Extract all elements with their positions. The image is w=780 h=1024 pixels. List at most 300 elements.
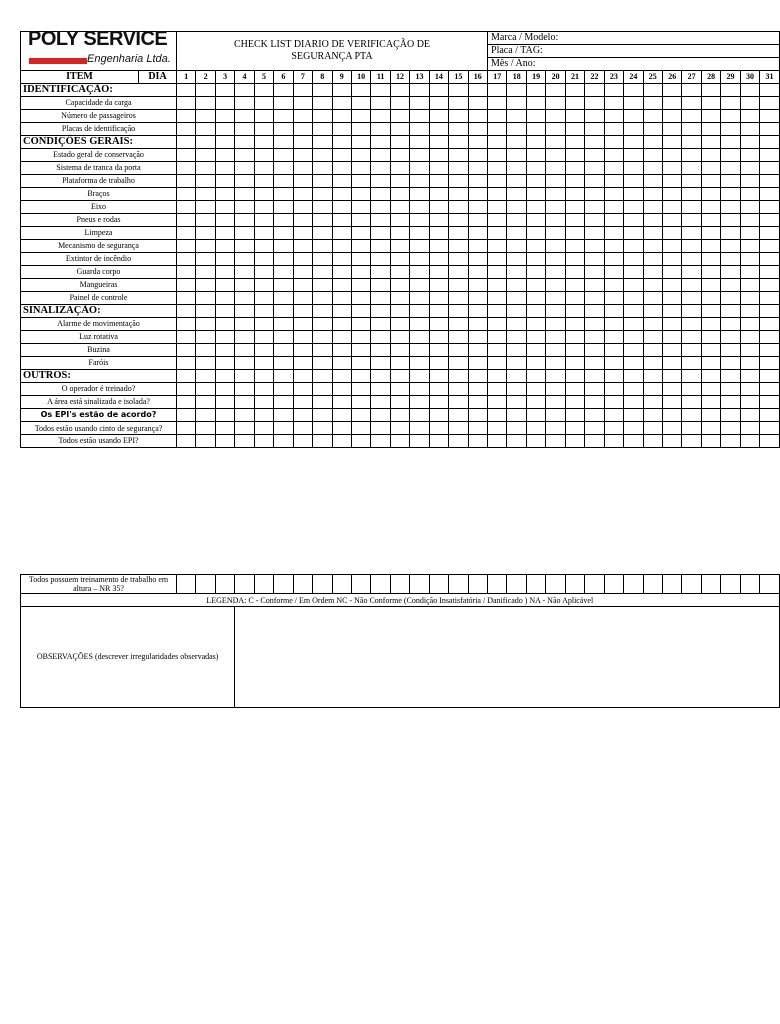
item-day-10-cell[interactable]: [351, 318, 370, 331]
item-day-2-cell[interactable]: [196, 344, 215, 357]
item-day-6-cell[interactable]: [274, 266, 293, 279]
section-day-15-cell[interactable]: [449, 136, 468, 149]
item-day-7-cell[interactable]: [293, 409, 312, 422]
item-day-29-cell[interactable]: [721, 162, 740, 175]
item-day-16-cell[interactable]: [468, 97, 487, 110]
item-day-6-cell[interactable]: [274, 318, 293, 331]
item-day-26-cell[interactable]: [662, 149, 681, 162]
section-day-20-cell[interactable]: [546, 136, 565, 149]
item-day-11-cell[interactable]: [371, 214, 390, 227]
section-day-11-cell[interactable]: [371, 305, 390, 318]
training-day-19-cell[interactable]: [526, 575, 545, 594]
item-day-12-cell[interactable]: [390, 331, 409, 344]
item-day-3-cell[interactable]: [215, 383, 234, 396]
training-day-3-cell[interactable]: [215, 575, 234, 594]
item-day-23-cell[interactable]: [604, 188, 623, 201]
item-day-9-cell[interactable]: [332, 357, 351, 370]
item-day-22-cell[interactable]: [585, 279, 604, 292]
item-day-10-cell[interactable]: [351, 188, 370, 201]
item-day-3-cell[interactable]: [215, 188, 234, 201]
item-day-6-cell[interactable]: [274, 188, 293, 201]
item-day-16-cell[interactable]: [468, 383, 487, 396]
section-day-22-cell[interactable]: [585, 84, 604, 97]
section-day-29-cell[interactable]: [721, 136, 740, 149]
item-day-20-cell[interactable]: [546, 162, 565, 175]
item-day-30-cell[interactable]: [740, 175, 759, 188]
section-day-30-cell[interactable]: [740, 84, 759, 97]
item-day-25-cell[interactable]: [643, 422, 662, 435]
item-day-10-cell[interactable]: [351, 253, 370, 266]
item-day-7-cell[interactable]: [293, 149, 312, 162]
item-day-6-cell[interactable]: [274, 422, 293, 435]
item-day-14-cell[interactable]: [429, 162, 448, 175]
section-day-3-cell[interactable]: [215, 370, 234, 383]
item-day-21-cell[interactable]: [565, 188, 584, 201]
observations-field[interactable]: [235, 607, 779, 708]
item-day-21-cell[interactable]: [565, 292, 584, 305]
item-day-6-cell[interactable]: [274, 253, 293, 266]
item-day-4-cell[interactable]: [235, 162, 254, 175]
item-day-20-cell[interactable]: [546, 331, 565, 344]
item-day-24-cell[interactable]: [624, 97, 643, 110]
item-day-5-cell[interactable]: [254, 409, 273, 422]
item-day-27-cell[interactable]: [682, 175, 701, 188]
item-day-24-cell[interactable]: [624, 292, 643, 305]
item-day-2-cell[interactable]: [196, 279, 215, 292]
item-day-24-cell[interactable]: [624, 318, 643, 331]
item-day-20-cell[interactable]: [546, 214, 565, 227]
item-day-14-cell[interactable]: [429, 331, 448, 344]
item-day-3-cell[interactable]: [215, 344, 234, 357]
section-day-15-cell[interactable]: [449, 84, 468, 97]
item-day-31-cell[interactable]: [760, 409, 780, 422]
item-day-17-cell[interactable]: [488, 383, 507, 396]
section-day-23-cell[interactable]: [604, 84, 623, 97]
item-day-4-cell[interactable]: [235, 344, 254, 357]
item-day-27-cell[interactable]: [682, 149, 701, 162]
item-day-7-cell[interactable]: [293, 266, 312, 279]
item-day-11-cell[interactable]: [371, 344, 390, 357]
item-day-28-cell[interactable]: [701, 149, 720, 162]
item-day-25-cell[interactable]: [643, 279, 662, 292]
item-day-31-cell[interactable]: [760, 422, 780, 435]
item-day-30-cell[interactable]: [740, 162, 759, 175]
item-day-30-cell[interactable]: [740, 266, 759, 279]
section-day-18-cell[interactable]: [507, 305, 526, 318]
item-day-6-cell[interactable]: [274, 214, 293, 227]
item-day-25-cell[interactable]: [643, 227, 662, 240]
item-day-24-cell[interactable]: [624, 110, 643, 123]
item-day-12-cell[interactable]: [390, 149, 409, 162]
item-day-1-cell[interactable]: [177, 357, 196, 370]
item-day-5-cell[interactable]: [254, 188, 273, 201]
training-day-16-cell[interactable]: [468, 575, 487, 594]
item-day-29-cell[interactable]: [721, 188, 740, 201]
item-day-8-cell[interactable]: [313, 227, 332, 240]
section-day-30-cell[interactable]: [740, 370, 759, 383]
item-day-29-cell[interactable]: [721, 123, 740, 136]
item-day-17-cell[interactable]: [488, 279, 507, 292]
item-day-6-cell[interactable]: [274, 396, 293, 409]
item-day-1-cell[interactable]: [177, 292, 196, 305]
item-day-29-cell[interactable]: [721, 227, 740, 240]
section-day-29-cell[interactable]: [721, 84, 740, 97]
item-day-28-cell[interactable]: [701, 240, 720, 253]
item-day-4-cell[interactable]: [235, 240, 254, 253]
item-day-4-cell[interactable]: [235, 357, 254, 370]
item-day-9-cell[interactable]: [332, 318, 351, 331]
month-year-field[interactable]: Mês / Ano:: [488, 58, 780, 71]
item-day-27-cell[interactable]: [682, 279, 701, 292]
item-day-27-cell[interactable]: [682, 357, 701, 370]
item-day-31-cell[interactable]: [760, 357, 780, 370]
item-day-12-cell[interactable]: [390, 227, 409, 240]
item-day-31-cell[interactable]: [760, 214, 780, 227]
item-day-17-cell[interactable]: [488, 214, 507, 227]
item-day-21-cell[interactable]: [565, 409, 584, 422]
training-day-4-cell[interactable]: [235, 575, 254, 594]
item-day-10-cell[interactable]: [351, 266, 370, 279]
item-day-2-cell[interactable]: [196, 383, 215, 396]
item-day-21-cell[interactable]: [565, 357, 584, 370]
training-day-1-cell[interactable]: [177, 575, 196, 594]
section-day-8-cell[interactable]: [313, 136, 332, 149]
item-day-28-cell[interactable]: [701, 266, 720, 279]
item-day-10-cell[interactable]: [351, 292, 370, 305]
item-day-30-cell[interactable]: [740, 318, 759, 331]
item-day-7-cell[interactable]: [293, 162, 312, 175]
item-day-10-cell[interactable]: [351, 240, 370, 253]
item-day-30-cell[interactable]: [740, 214, 759, 227]
item-day-10-cell[interactable]: [351, 435, 370, 448]
item-day-14-cell[interactable]: [429, 253, 448, 266]
item-day-10-cell[interactable]: [351, 383, 370, 396]
item-day-8-cell[interactable]: [313, 253, 332, 266]
item-day-7-cell[interactable]: [293, 383, 312, 396]
item-day-7-cell[interactable]: [293, 227, 312, 240]
item-day-10-cell[interactable]: [351, 409, 370, 422]
item-day-21-cell[interactable]: [565, 227, 584, 240]
item-day-24-cell[interactable]: [624, 201, 643, 214]
item-day-15-cell[interactable]: [449, 331, 468, 344]
item-day-9-cell[interactable]: [332, 227, 351, 240]
item-day-29-cell[interactable]: [721, 279, 740, 292]
item-day-13-cell[interactable]: [410, 422, 429, 435]
item-day-13-cell[interactable]: [410, 331, 429, 344]
item-day-25-cell[interactable]: [643, 344, 662, 357]
item-day-27-cell[interactable]: [682, 292, 701, 305]
item-day-10-cell[interactable]: [351, 110, 370, 123]
item-day-2-cell[interactable]: [196, 175, 215, 188]
item-day-9-cell[interactable]: [332, 279, 351, 292]
item-day-11-cell[interactable]: [371, 110, 390, 123]
item-day-10-cell[interactable]: [351, 357, 370, 370]
item-day-15-cell[interactable]: [449, 201, 468, 214]
item-day-7-cell[interactable]: [293, 396, 312, 409]
item-day-9-cell[interactable]: [332, 201, 351, 214]
item-day-22-cell[interactable]: [585, 422, 604, 435]
item-day-7-cell[interactable]: [293, 279, 312, 292]
item-day-20-cell[interactable]: [546, 123, 565, 136]
section-day-14-cell[interactable]: [429, 136, 448, 149]
item-day-18-cell[interactable]: [507, 409, 526, 422]
item-day-1-cell[interactable]: [177, 240, 196, 253]
item-day-20-cell[interactable]: [546, 422, 565, 435]
item-day-16-cell[interactable]: [468, 318, 487, 331]
item-day-5-cell[interactable]: [254, 123, 273, 136]
item-day-5-cell[interactable]: [254, 279, 273, 292]
item-day-18-cell[interactable]: [507, 97, 526, 110]
item-day-25-cell[interactable]: [643, 331, 662, 344]
item-day-21-cell[interactable]: [565, 422, 584, 435]
item-day-29-cell[interactable]: [721, 175, 740, 188]
item-day-5-cell[interactable]: [254, 266, 273, 279]
item-day-15-cell[interactable]: [449, 266, 468, 279]
item-day-16-cell[interactable]: [468, 175, 487, 188]
item-day-20-cell[interactable]: [546, 149, 565, 162]
item-day-11-cell[interactable]: [371, 435, 390, 448]
item-day-15-cell[interactable]: [449, 110, 468, 123]
item-day-21-cell[interactable]: [565, 201, 584, 214]
item-day-2-cell[interactable]: [196, 149, 215, 162]
item-day-19-cell[interactable]: [526, 279, 545, 292]
section-day-3-cell[interactable]: [215, 84, 234, 97]
item-day-30-cell[interactable]: [740, 201, 759, 214]
item-day-19-cell[interactable]: [526, 175, 545, 188]
item-day-30-cell[interactable]: [740, 149, 759, 162]
section-day-28-cell[interactable]: [701, 370, 720, 383]
item-day-11-cell[interactable]: [371, 422, 390, 435]
item-day-31-cell[interactable]: [760, 253, 780, 266]
item-day-24-cell[interactable]: [624, 188, 643, 201]
item-day-19-cell[interactable]: [526, 149, 545, 162]
item-day-12-cell[interactable]: [390, 214, 409, 227]
item-day-18-cell[interactable]: [507, 162, 526, 175]
item-day-26-cell[interactable]: [662, 110, 681, 123]
training-day-2-cell[interactable]: [196, 575, 215, 594]
item-day-9-cell[interactable]: [332, 292, 351, 305]
section-day-31-cell[interactable]: [760, 305, 780, 318]
item-day-5-cell[interactable]: [254, 357, 273, 370]
item-day-13-cell[interactable]: [410, 357, 429, 370]
item-day-22-cell[interactable]: [585, 344, 604, 357]
training-day-22-cell[interactable]: [585, 575, 604, 594]
item-day-25-cell[interactable]: [643, 409, 662, 422]
item-day-16-cell[interactable]: [468, 266, 487, 279]
item-day-22-cell[interactable]: [585, 110, 604, 123]
section-day-6-cell[interactable]: [274, 370, 293, 383]
training-day-11-cell[interactable]: [371, 575, 390, 594]
item-day-5-cell[interactable]: [254, 383, 273, 396]
section-day-21-cell[interactable]: [565, 136, 584, 149]
section-day-13-cell[interactable]: [410, 136, 429, 149]
item-day-8-cell[interactable]: [313, 292, 332, 305]
item-day-25-cell[interactable]: [643, 318, 662, 331]
item-day-13-cell[interactable]: [410, 318, 429, 331]
item-day-16-cell[interactable]: [468, 240, 487, 253]
item-day-1-cell[interactable]: [177, 422, 196, 435]
section-day-26-cell[interactable]: [662, 136, 681, 149]
item-day-11-cell[interactable]: [371, 149, 390, 162]
item-day-10-cell[interactable]: [351, 227, 370, 240]
item-day-22-cell[interactable]: [585, 409, 604, 422]
training-day-24-cell[interactable]: [624, 575, 643, 594]
item-day-17-cell[interactable]: [488, 409, 507, 422]
item-day-29-cell[interactable]: [721, 97, 740, 110]
item-day-7-cell[interactable]: [293, 201, 312, 214]
item-day-14-cell[interactable]: [429, 97, 448, 110]
section-day-2-cell[interactable]: [196, 136, 215, 149]
item-day-19-cell[interactable]: [526, 162, 545, 175]
item-day-23-cell[interactable]: [604, 435, 623, 448]
item-day-8-cell[interactable]: [313, 201, 332, 214]
item-day-19-cell[interactable]: [526, 266, 545, 279]
item-day-22-cell[interactable]: [585, 214, 604, 227]
item-day-24-cell[interactable]: [624, 344, 643, 357]
item-day-6-cell[interactable]: [274, 279, 293, 292]
section-day-8-cell[interactable]: [313, 84, 332, 97]
item-day-17-cell[interactable]: [488, 357, 507, 370]
item-day-6-cell[interactable]: [274, 227, 293, 240]
section-day-13-cell[interactable]: [410, 84, 429, 97]
item-day-18-cell[interactable]: [507, 318, 526, 331]
item-day-2-cell[interactable]: [196, 110, 215, 123]
section-day-9-cell[interactable]: [332, 84, 351, 97]
section-day-26-cell[interactable]: [662, 305, 681, 318]
item-day-27-cell[interactable]: [682, 201, 701, 214]
item-day-14-cell[interactable]: [429, 240, 448, 253]
item-day-5-cell[interactable]: [254, 396, 273, 409]
training-day-30-cell[interactable]: [740, 575, 759, 594]
item-day-7-cell[interactable]: [293, 240, 312, 253]
item-day-26-cell[interactable]: [662, 409, 681, 422]
item-day-12-cell[interactable]: [390, 201, 409, 214]
section-day-25-cell[interactable]: [643, 136, 662, 149]
section-day-12-cell[interactable]: [390, 370, 409, 383]
section-day-23-cell[interactable]: [604, 136, 623, 149]
item-day-26-cell[interactable]: [662, 240, 681, 253]
item-day-12-cell[interactable]: [390, 123, 409, 136]
item-day-16-cell[interactable]: [468, 396, 487, 409]
item-day-12-cell[interactable]: [390, 175, 409, 188]
item-day-20-cell[interactable]: [546, 383, 565, 396]
item-day-8-cell[interactable]: [313, 435, 332, 448]
section-day-25-cell[interactable]: [643, 305, 662, 318]
section-day-7-cell[interactable]: [293, 84, 312, 97]
item-day-17-cell[interactable]: [488, 318, 507, 331]
item-day-3-cell[interactable]: [215, 227, 234, 240]
item-day-23-cell[interactable]: [604, 292, 623, 305]
item-day-17-cell[interactable]: [488, 188, 507, 201]
item-day-25-cell[interactable]: [643, 149, 662, 162]
item-day-21-cell[interactable]: [565, 331, 584, 344]
item-day-8-cell[interactable]: [313, 188, 332, 201]
item-day-11-cell[interactable]: [371, 292, 390, 305]
item-day-4-cell[interactable]: [235, 149, 254, 162]
item-day-4-cell[interactable]: [235, 227, 254, 240]
item-day-12-cell[interactable]: [390, 383, 409, 396]
item-day-11-cell[interactable]: [371, 266, 390, 279]
item-day-4-cell[interactable]: [235, 396, 254, 409]
section-day-29-cell[interactable]: [721, 305, 740, 318]
item-day-19-cell[interactable]: [526, 253, 545, 266]
item-day-6-cell[interactable]: [274, 97, 293, 110]
item-day-16-cell[interactable]: [468, 110, 487, 123]
section-day-22-cell[interactable]: [585, 305, 604, 318]
item-day-18-cell[interactable]: [507, 175, 526, 188]
item-day-26-cell[interactable]: [662, 318, 681, 331]
item-day-31-cell[interactable]: [760, 110, 780, 123]
item-day-8-cell[interactable]: [313, 383, 332, 396]
item-day-18-cell[interactable]: [507, 279, 526, 292]
item-day-20-cell[interactable]: [546, 227, 565, 240]
item-day-7-cell[interactable]: [293, 123, 312, 136]
item-day-28-cell[interactable]: [701, 227, 720, 240]
item-day-1-cell[interactable]: [177, 110, 196, 123]
item-day-2-cell[interactable]: [196, 422, 215, 435]
item-day-29-cell[interactable]: [721, 383, 740, 396]
item-day-24-cell[interactable]: [624, 149, 643, 162]
item-day-1-cell[interactable]: [177, 318, 196, 331]
item-day-20-cell[interactable]: [546, 253, 565, 266]
item-day-20-cell[interactable]: [546, 175, 565, 188]
item-day-18-cell[interactable]: [507, 383, 526, 396]
item-day-23-cell[interactable]: [604, 149, 623, 162]
section-day-12-cell[interactable]: [390, 136, 409, 149]
item-day-14-cell[interactable]: [429, 435, 448, 448]
section-day-5-cell[interactable]: [254, 84, 273, 97]
item-day-14-cell[interactable]: [429, 266, 448, 279]
training-day-14-cell[interactable]: [429, 575, 448, 594]
item-day-4-cell[interactable]: [235, 123, 254, 136]
item-day-25-cell[interactable]: [643, 266, 662, 279]
item-day-5-cell[interactable]: [254, 331, 273, 344]
item-day-20-cell[interactable]: [546, 201, 565, 214]
section-day-5-cell[interactable]: [254, 370, 273, 383]
section-day-16-cell[interactable]: [468, 84, 487, 97]
item-day-11-cell[interactable]: [371, 279, 390, 292]
item-day-10-cell[interactable]: [351, 422, 370, 435]
item-day-6-cell[interactable]: [274, 383, 293, 396]
section-day-24-cell[interactable]: [624, 370, 643, 383]
item-day-19-cell[interactable]: [526, 201, 545, 214]
item-day-28-cell[interactable]: [701, 253, 720, 266]
item-day-1-cell[interactable]: [177, 149, 196, 162]
item-day-10-cell[interactable]: [351, 279, 370, 292]
training-day-8-cell[interactable]: [313, 575, 332, 594]
item-day-25-cell[interactable]: [643, 292, 662, 305]
item-day-8-cell[interactable]: [313, 422, 332, 435]
section-day-24-cell[interactable]: [624, 136, 643, 149]
item-day-29-cell[interactable]: [721, 318, 740, 331]
item-day-21-cell[interactable]: [565, 266, 584, 279]
item-day-16-cell[interactable]: [468, 214, 487, 227]
item-day-18-cell[interactable]: [507, 214, 526, 227]
item-day-26-cell[interactable]: [662, 357, 681, 370]
item-day-31-cell[interactable]: [760, 318, 780, 331]
item-day-3-cell[interactable]: [215, 149, 234, 162]
item-day-14-cell[interactable]: [429, 123, 448, 136]
item-day-19-cell[interactable]: [526, 357, 545, 370]
item-day-4-cell[interactable]: [235, 279, 254, 292]
item-day-16-cell[interactable]: [468, 253, 487, 266]
item-day-31-cell[interactable]: [760, 175, 780, 188]
item-day-3-cell[interactable]: [215, 253, 234, 266]
section-day-24-cell[interactable]: [624, 305, 643, 318]
item-day-15-cell[interactable]: [449, 214, 468, 227]
section-day-20-cell[interactable]: [546, 84, 565, 97]
item-day-13-cell[interactable]: [410, 110, 429, 123]
